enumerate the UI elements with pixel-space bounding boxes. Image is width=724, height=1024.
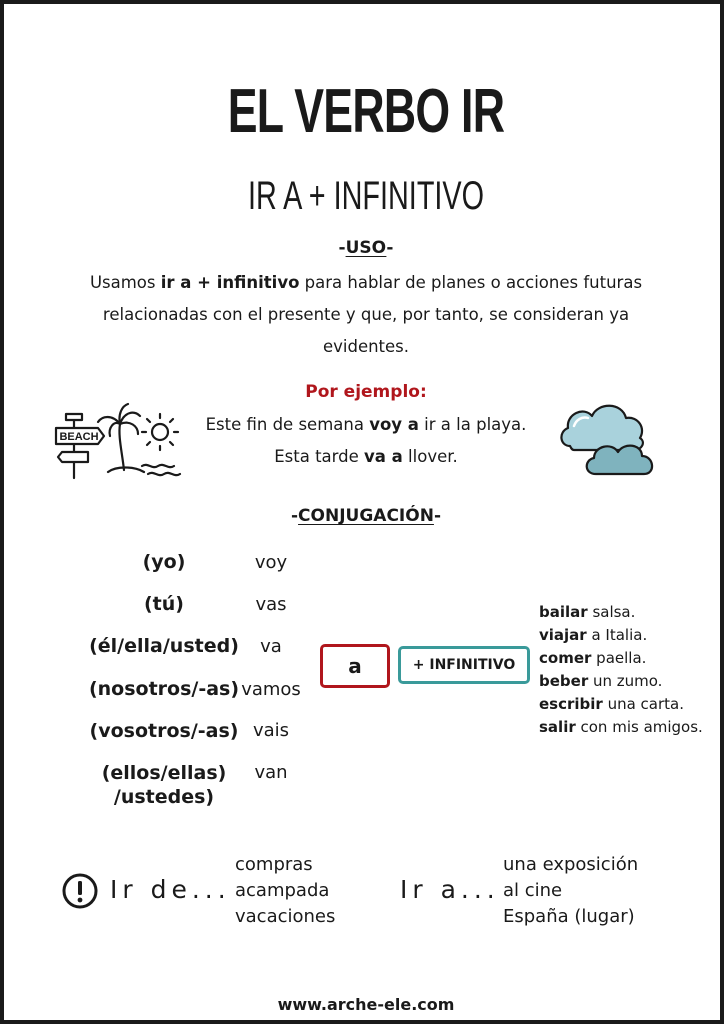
list-item: vacaciones — [235, 906, 336, 927]
list-item: al cine — [503, 880, 563, 901]
conjugacion-heading: -CONJUGACIÓN- — [290, 506, 441, 526]
page-title: EL VERBO IR — [227, 77, 505, 146]
verb-vamos: vamos — [241, 679, 301, 700]
list-item: una exposición — [503, 854, 639, 875]
pronoun-nosotros: (nosotros/-as) — [88, 678, 240, 700]
infinitive-example: beber un zumo. — [539, 672, 663, 690]
infinitive-example: salir con mis amigos. — [539, 718, 703, 736]
beach-icon — [52, 402, 182, 482]
pronoun-ellos: (ellos/ellas) /ustedes) — [101, 762, 227, 808]
ir-de-list — [235, 852, 335, 930]
infinitive-examples — [539, 601, 703, 739]
example-sentence-1: Este fin de semana voy a ir a la playa. — [205, 415, 527, 434]
infinitive-example: escribir una carta. — [539, 695, 685, 713]
verb-van: van — [254, 762, 288, 783]
footer-url[interactable]: www.arche-ele.com — [277, 995, 455, 1014]
pronoun-el: (él/ella/usted) — [89, 635, 239, 657]
page-subtitle: IR A + INFINITIVO — [247, 174, 485, 218]
ejemplo-label: Por ejemplo: — [305, 382, 427, 402]
verb-voy: voy — [254, 552, 288, 573]
verb-vais: vais — [252, 720, 290, 741]
uso-paragraph: Usamos ir a + infinitivo para hablar de planes o acciones futuras relacionadas con el presente y que, por tanto, se consideran ya evidentes. — [89, 273, 643, 356]
ir-a-label: Ir a... — [400, 875, 500, 904]
list-item: España (lugar) — [503, 906, 635, 927]
ir-de-label: Ir de... — [110, 875, 231, 904]
infinitive-example: bailar salsa. — [539, 603, 636, 621]
list-item: compras — [235, 854, 313, 875]
infinitive-example: comer paella. — [539, 649, 647, 667]
ir-a-list — [503, 852, 638, 930]
verb-va: va — [260, 636, 282, 657]
infinitive-example: viajar a Italia. — [539, 626, 648, 644]
cloud-icon — [556, 396, 666, 480]
infinitivo-box: + INFINITIVO — [398, 646, 530, 684]
uso-heading: -USO- — [338, 238, 394, 258]
pronoun-tu: (tú) — [144, 593, 184, 615]
pronoun-yo: (yo) — [142, 551, 186, 573]
pronoun-vosotros: (vosotros/-as) — [89, 720, 239, 742]
preposition-a-box: a — [320, 644, 390, 688]
list-item: acampada — [235, 880, 330, 901]
exclamation-icon — [61, 872, 99, 910]
example-sentence-2: Esta tarde va a llover. — [274, 447, 458, 466]
verb-vas: vas — [255, 594, 287, 615]
beach-sign-text: BEACH — [59, 431, 99, 443]
